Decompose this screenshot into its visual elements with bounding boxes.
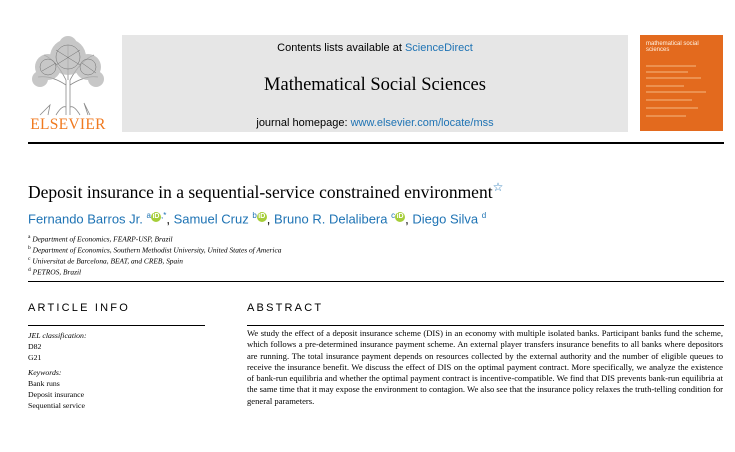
orcid-icon[interactable]: iD bbox=[152, 213, 160, 220]
keywords-label: Keywords: bbox=[28, 368, 62, 377]
contents-line bbox=[122, 42, 628, 54]
homepage-line bbox=[122, 117, 628, 129]
author-affiliation-mark: b bbox=[252, 211, 257, 220]
affiliation-b: $^b$ Department of Economics, Southern Methodist University, United States of America bbox=[28, 245, 282, 255]
article-info-rule bbox=[28, 325, 205, 326]
paper-title bbox=[28, 180, 503, 203]
header-divider bbox=[28, 142, 724, 144]
sciencedirect-link[interactable]: ScienceDirect bbox=[404, 42, 473, 54]
section-divider bbox=[28, 281, 724, 282]
journal-title[interactable]: Mathematical Social Sciences bbox=[264, 75, 486, 95]
author-affiliation-mark: a bbox=[146, 211, 151, 220]
publisher-logo-text: ELSEVIER bbox=[30, 116, 106, 133]
abstract-text: We study the effect of a deposit insurance scheme (DIS) in an economy with multiple isolated banks. Participant banks fund the scheme, which follows a pre-determined insurance payment scheme. An external player transfers insurance benefits to all banks where depositors are running. The total insurance payment depends on resources collected by the external authority and the number of eligible queues to receive the insurance benefit. We discuss the effect of DIS on the optimal payment contract. More specifically, we analyze the existence of bank-run equilibria and whether the optimal payment contract is incentive-compatible. We find that DIS prevents bank-run equilibria at the same time that it may expose the environment to contagion. We also see that the insurance policy relaxes the truth-telling condition for general parameters. bbox=[247, 328, 723, 406]
orcid-icon[interactable]: iD bbox=[396, 213, 404, 220]
keyword: Sequential service bbox=[28, 401, 85, 410]
cover-title: mathematical social sciences bbox=[646, 41, 699, 53]
keyword: Bank runs bbox=[28, 379, 60, 388]
author-affiliation-mark: d bbox=[481, 211, 487, 220]
homepage-prefix: journal homepage: bbox=[256, 117, 348, 129]
corresponding-mark: ,* bbox=[160, 211, 167, 220]
title-footnote-star[interactable]: ☆ bbox=[492, 180, 504, 194]
journal-homepage-link[interactable]: www.elsevier.com/locate/mss bbox=[350, 117, 494, 129]
contents-prefix: Contents lists available at bbox=[277, 42, 402, 54]
author-name[interactable]: Samuel Cruz bbox=[173, 211, 249, 227]
keyword: Deposit insurance bbox=[28, 390, 85, 399]
abstract-heading: ABSTRACT bbox=[247, 302, 324, 314]
article-info-heading: ARTICLE INFO bbox=[28, 302, 130, 314]
paper-title-text: Deposit insurance in a sequential-service constrained environment bbox=[28, 181, 493, 202]
author-name[interactable]: Bruno R. Delalibera bbox=[274, 211, 388, 227]
author-affiliation-mark: c bbox=[391, 211, 396, 220]
author-list: Fernando Barros Jr. $^a$ iD ,*, Samuel Cruz $^b$ iD , Bruno R. Delalibera $^c$ iD , Diego Silva $^d$ bbox=[28, 211, 487, 227]
author-name[interactable]: Diego Silva bbox=[412, 211, 479, 227]
jel-code: D82 bbox=[28, 342, 42, 351]
affiliation-d: $^d$ PETROS, Brazil bbox=[28, 267, 82, 277]
author-name[interactable]: Fernando Barros Jr. bbox=[28, 211, 143, 227]
jel-code: G21 bbox=[28, 353, 42, 362]
affiliation-a: $^a$ Department of Economics, FEARP-USP, Brazil bbox=[28, 234, 173, 244]
jel-label: JEL classification: bbox=[28, 331, 87, 340]
abstract-rule bbox=[247, 325, 724, 326]
affiliation-c: $^c$ Universitat de Barcelona, BEAT, and CREB, Spain bbox=[28, 256, 183, 266]
orcid-icon[interactable]: iD bbox=[258, 213, 266, 220]
